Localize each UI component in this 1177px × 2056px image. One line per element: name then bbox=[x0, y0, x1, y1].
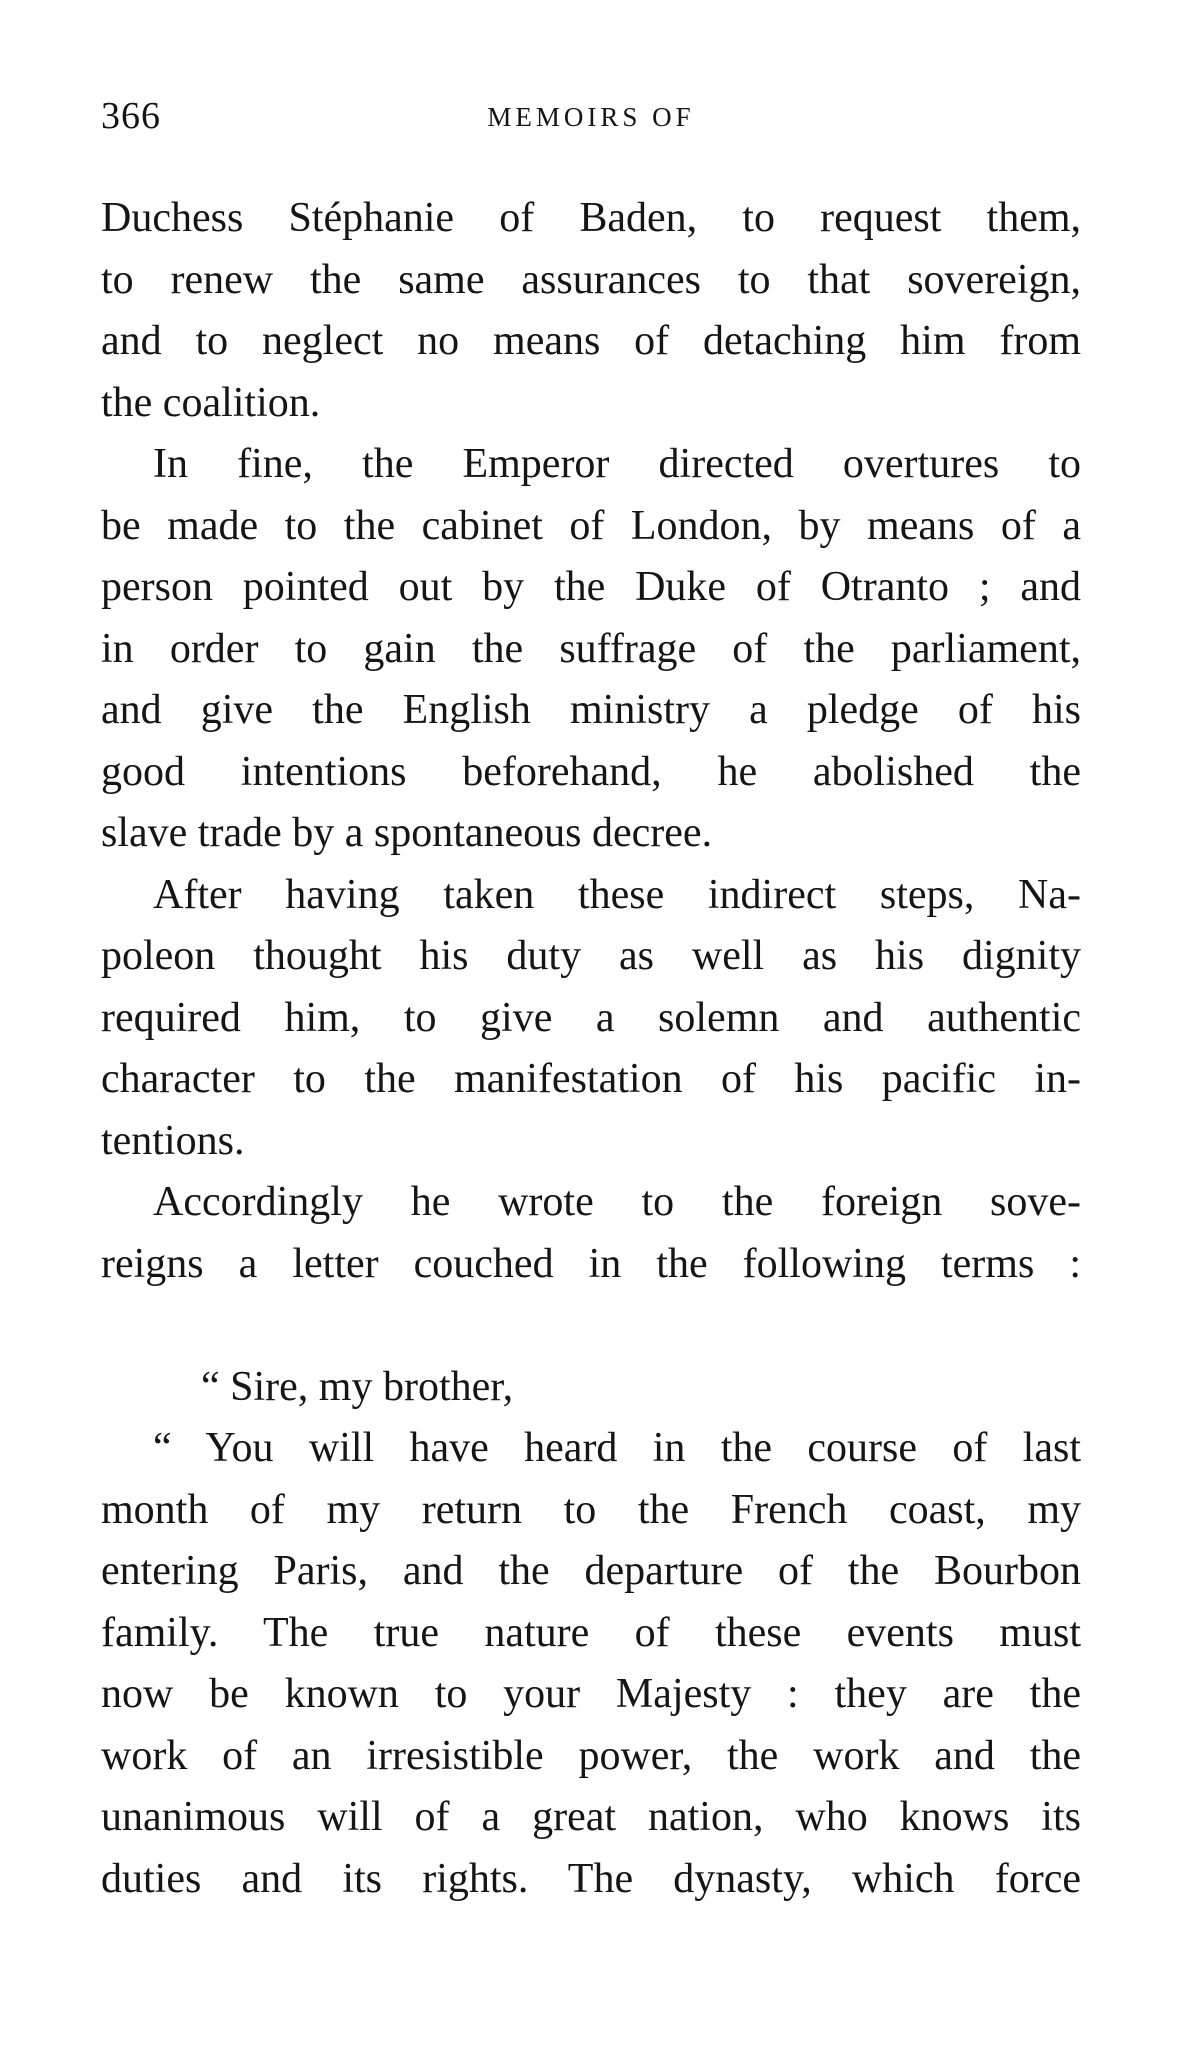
text-line: good intentions beforehand, he abolished the bbox=[101, 748, 1081, 795]
text-line: Duchess Stéphanie of Baden, to request them, bbox=[101, 195, 1081, 241]
page-number: 366 bbox=[101, 95, 161, 137]
text-line: required him, to give a solemn and authentic bbox=[101, 994, 1081, 1041]
text-line: month of my return to the French coast, my bbox=[101, 1486, 1081, 1533]
text-line: and to neglect no means of detaching him from bbox=[101, 318, 1081, 364]
text-line: poleon thought his duty as well as his dignity bbox=[101, 933, 1081, 979]
running-head: MEMOIRS OF bbox=[487, 102, 695, 132]
text-line: slave trade by a spontaneous decree. bbox=[101, 810, 713, 856]
text-line: entering Paris, and the departure of the Bourbon bbox=[101, 1548, 1081, 1594]
body-text bbox=[101, 188, 1081, 1910]
text-line: person pointed out by the Duke of Otranto ; and bbox=[101, 564, 1081, 610]
text-line: reigns a letter couched in the following terms : bbox=[101, 1240, 1081, 1287]
paragraph-gap bbox=[101, 1295, 1081, 1357]
text-line: the coalition. bbox=[101, 379, 321, 426]
paragraph-3 bbox=[101, 865, 1081, 1173]
text-line: “ Sire, my brother, bbox=[201, 1363, 514, 1410]
text-line: unanimous will of a great nation, who knows its bbox=[101, 1794, 1081, 1840]
text-line: character to the manifestation of his pacific in- bbox=[101, 1056, 1081, 1102]
text-line: now be known to your Majesty : they are the bbox=[101, 1671, 1081, 1717]
page-header bbox=[101, 94, 1081, 144]
text-line: “ You will have heard in the course of last bbox=[153, 1425, 1081, 1471]
text-line: work of an irresistible power, the work and the bbox=[101, 1732, 1081, 1779]
letter-paragraph bbox=[101, 1418, 1081, 1910]
paragraph-2 bbox=[101, 434, 1081, 865]
text-line: in order to gain the suffrage of the parliament, bbox=[101, 625, 1081, 672]
text-line: Accordingly he wrote to the foreign sove- bbox=[153, 1179, 1081, 1225]
text-line: tentions. bbox=[101, 1117, 245, 1164]
text-line: be made to the cabinet of London, by means of a bbox=[101, 502, 1081, 549]
paragraph-4 bbox=[101, 1172, 1081, 1295]
text-line: After having taken these indirect steps, Na- bbox=[153, 871, 1081, 918]
text-line: duties and its rights. The dynasty, which force bbox=[101, 1855, 1081, 1902]
paragraph-1 bbox=[101, 188, 1081, 434]
text-line: to renew the same assurances to that sovereign, bbox=[101, 256, 1081, 303]
text-line: In fine, the Emperor directed overtures to bbox=[153, 441, 1081, 487]
text-line: and give the English ministry a pledge of his bbox=[101, 687, 1081, 733]
letter-salutation bbox=[101, 1357, 1081, 1419]
text-line: family. The true nature of these events must bbox=[101, 1609, 1081, 1656]
